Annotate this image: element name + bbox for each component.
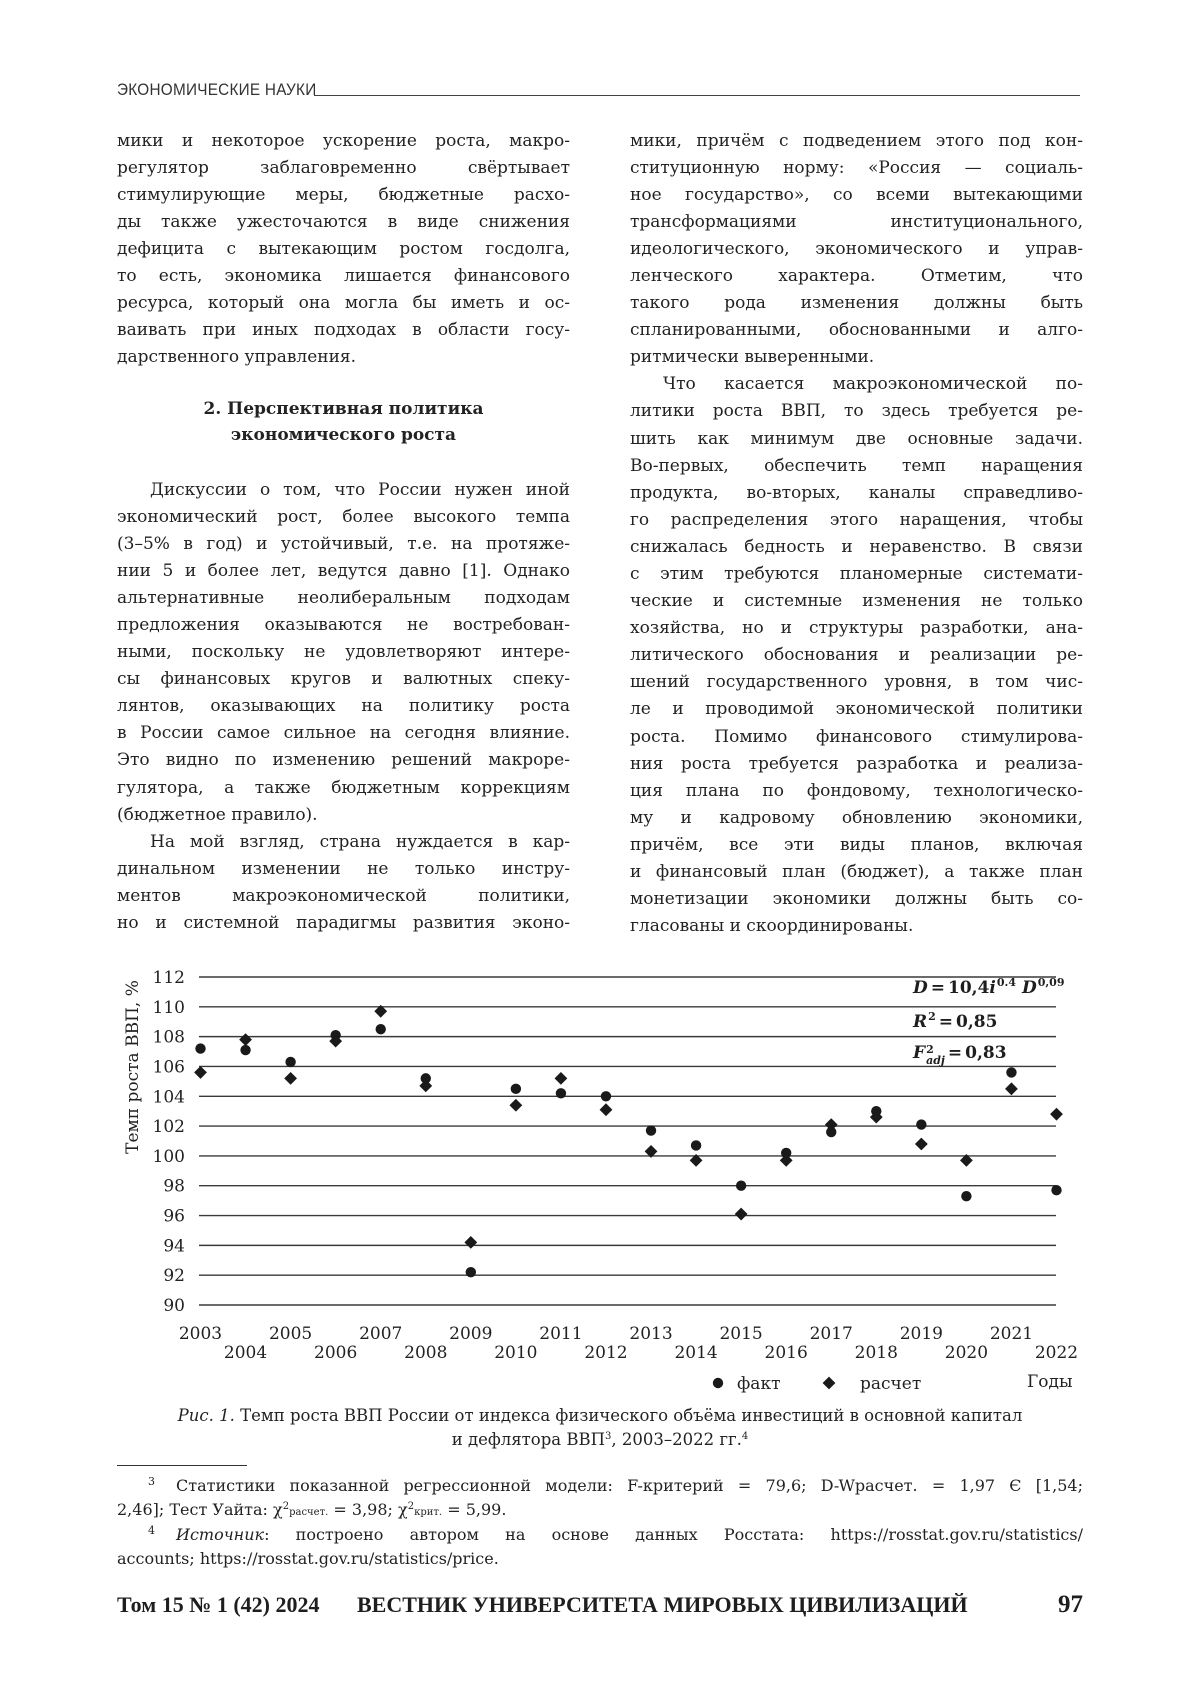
f-symbol: F [913,1043,926,1063]
heading-line: 2. Перспективная политика [203,399,484,419]
x-tick-label: 2007 [359,1324,403,1344]
point-calculated [284,1072,297,1085]
text-line: сы финансовых кругов и валютных спеку- [117,669,570,690]
text-line: ваивать при иных подходах в области госу- [117,320,570,341]
text-line: в России самое сильное на сегодня влияние. [117,723,570,744]
caption-line-2 [117,1428,1083,1452]
footnote-4-line-1: 4 Источник: построено автором на основе данных Росстата: https://rosstat.gov.ru/statistics/ [148,1523,1083,1544]
point-calculated [735,1208,748,1221]
chi-crit-value: = 5,99. [442,1500,507,1520]
text-line: нии 5 и более лет, ведутся давно [1]. Однако [117,560,570,581]
equation-exponent-d: 0,09 [1037,976,1065,989]
point-calculated [600,1103,613,1116]
text-line: хозяйства, но и структуры разработки, ана- [630,618,1083,639]
x-axis-title: Годы [1027,1372,1073,1392]
chi-calc-value: = 3,98; [328,1500,398,1520]
text-line: снижалась бедность и неравенство. В связи [630,536,1083,557]
text-line: роста. Помимо финансового стимулирова- [630,726,1083,747]
text-line: ритмически выверенными. [630,347,875,368]
equation-exponent-i: 0.4 [996,976,1017,989]
f-subscript: adj [926,1054,945,1067]
y-tick-label: 90 [163,1296,185,1316]
footer-issue: Том 15 № 1 (42) 2024 [117,1592,320,1617]
caption-period: , 2003–2022 гг. [611,1430,742,1449]
text-line: На мой взгляд, страна нуждается в кар- [150,831,570,852]
footnote-4-line-2: accounts; https://rosstat.gov.ru/statistics/price. [117,1548,499,1568]
footnote-3-text-2: 2,46]; Тест Уайта: [117,1500,274,1520]
regression-equation [913,976,1064,1002]
x-tick-label: 2013 [629,1324,673,1344]
point-fact [240,1045,250,1055]
text-line: ция плана по фондовому, технологическо- [630,780,1083,801]
caption-text: Темп роста ВВП России от индекса физического объёма инвестиций в основной капитал [234,1406,1023,1425]
page-number: 97 [1058,1591,1083,1618]
y-tick-label: 108 [152,1027,185,1048]
y-tick-label: 104 [152,1087,185,1108]
footnote-3-line-2 [117,1498,1083,1522]
text-line: ленческого характера. Отметим, что [630,265,1083,286]
text-line: ное государство», со всеми вытекающими [630,184,1083,205]
gdp-growth-scatter-chart [0,960,1200,1400]
text-line: лянтов, оказывающих на политику роста [117,696,570,717]
text-line: динальном изменении не только инстру- [117,858,570,879]
y-tick-label: 112 [152,968,185,988]
x-tick-label: 2005 [268,1324,313,1344]
x-tick-label: 2017 [809,1324,853,1344]
text-line: ния роста требуется разработка и реализа- [630,753,1083,774]
text-line: дарственного управления. [117,347,357,368]
x-tick-label: 2014 [674,1343,718,1363]
point-fact [961,1191,971,1201]
y-tick-label: 110 [152,997,185,1018]
legend-circle-icon [713,1378,723,1388]
text-line: (бюджетное правило). [117,804,318,825]
footnote-4-text: : построено автором на основе данных Росстата: https://rosstat.gov.ru/statistics/ [264,1524,1083,1544]
footer-journal-title: ВЕСТНИК УНИВЕРСИТЕТА МИРОВЫХ ЦИВИЛИЗАЦИЙ [357,1592,968,1617]
y-tick-label: 96 [163,1206,185,1227]
y-axis-title: Темп роста ВВП, % [123,980,143,1154]
y-tick-label: 98 [163,1176,185,1197]
chi-exponent-2: 2 [407,1501,415,1513]
point-calculated [1050,1108,1063,1121]
point-fact [916,1119,926,1129]
point-calculated [419,1079,432,1092]
text-line: Что касается макроэкономической по- [663,374,1083,395]
x-tick-label: 2021 [989,1324,1034,1344]
text-line: ституционную норму: «Россия — социаль- [630,157,1083,178]
chi-subscript-calc: расчет. [289,1507,329,1519]
footnotes [117,1474,1083,1571]
point-calculated [555,1072,568,1085]
adjusted-f-equals: = [947,1043,963,1063]
r-squared [913,1010,997,1036]
legend-diamond-icon [823,1377,836,1390]
section-heading [117,396,570,448]
text-line: (3–5% в год) и устойчивый, т.е. на протяже- [117,533,570,554]
right-column-paragraph-1 [630,128,1083,372]
x-tick-label: 2015 [719,1324,763,1344]
left-column-lower [117,477,570,938]
r-squared-exponent: 2 [928,1010,936,1023]
text-line: стимулирующие меры, бюджетные расхо- [117,184,570,205]
text-line: мики, причём с подведением этого под кон- [630,130,1083,151]
point-fact [691,1140,701,1150]
point-fact [511,1084,521,1094]
x-tick-label: 2004 [223,1343,268,1363]
text-line: му и кадровому обновлению экономики, [630,807,1083,828]
x-tick-label: 2009 [449,1324,493,1344]
f-indices [926,1044,945,1066]
x-tick-label: 2020 [944,1343,989,1363]
adjusted-f [913,1041,1007,1066]
right-column-paragraph-2 [630,371,1083,940]
x-tick-label: 2011 [539,1324,583,1344]
text-line: и финансовый план (бюджет), а также план [630,862,1083,883]
text-line: Дискуссии о том, что России нужен иной [150,479,570,500]
point-calculated [825,1118,838,1131]
chi-exponent: 2 [282,1501,290,1513]
r-symbol: R [913,1012,928,1032]
text-line: ментов макроэкономической политики, [117,885,570,906]
chi-subscript-crit: крит. [414,1507,443,1519]
y-tick-label: 106 [152,1057,185,1078]
text-line: литического обоснования и реализации ре- [630,645,1083,666]
equation-var-i: i [989,978,996,998]
point-calculated [464,1236,477,1249]
y-axis-ticks [153,968,185,1316]
left-column-paragraph-3 [117,829,570,937]
text-line: гласованы и скоординированы. [630,916,914,937]
text-line: Во-первых, обеспечить темп наращения [630,455,1083,476]
f-superscript: 2 [926,1043,934,1056]
text-line: литики роста ВВП, то здесь требуется ре- [630,401,1083,422]
chi-symbol-2: χ [398,1500,408,1520]
text-line: спланированными, обоснованными и алго- [630,320,1083,341]
point-fact [1051,1185,1061,1195]
right-column [630,128,1083,941]
point-calculated [1005,1082,1018,1095]
text-line: продукта, во-вторых, каналы справедливо- [630,482,1083,503]
x-tick-label: 2022 [1034,1343,1079,1363]
y-tick-label: 102 [152,1117,185,1138]
text-line: с этим требуются планомерные системати- [630,564,1083,584]
point-fact [466,1267,476,1277]
caption-label: Рис. 1. [177,1406,235,1425]
legend-label-calculated: расчет [860,1374,922,1394]
text-line: причём, все эти виды планов, включая [630,834,1083,855]
x-tick-label: 2008 [404,1343,448,1363]
legend-label-fact: факт [737,1374,781,1394]
x-tick-label: 2016 [764,1343,808,1363]
footnote-ref-4: 4 [741,1431,749,1442]
equation-coefficient: 10,4 [948,978,990,998]
x-tick-label: 2003 [178,1324,223,1344]
footnote-3-line-1: 3 Статистики показанной регрессионной модели: F-критерий = 79,6; D-Wрасчет. = 1,97 Є [1,54; [148,1475,1083,1495]
text-line: монетизации экономики должны быть со- [630,889,1083,910]
chi-symbol: χ [273,1500,283,1520]
caption-line-1 [117,1404,1083,1428]
source-label: Источник [176,1524,265,1544]
text-line: альтернативные неолиберальным подходам [117,587,570,608]
point-fact [376,1024,386,1034]
equation-equals: = [930,978,945,998]
text-line: трансформациями институционального, [630,211,1083,232]
text-line: ными, поскольку не удовлетворяют интере- [117,642,570,663]
text-line: но и системной парадигмы развития эконо- [117,913,570,933]
caption-text-2: и дефлятора ВВП [451,1430,606,1449]
text-line: шений государственного уровня, в том чис- [630,672,1083,693]
text-line: такого рода изменения должны быть [630,293,1083,314]
text-line: ды также ужесточаются в виде снижения [117,211,570,232]
legend [713,1372,1073,1394]
point-fact [556,1088,566,1098]
running-head-section: ЭКОНОМИЧЕСКИЕ НАУКИ [117,80,317,99]
text-line: экономический рост, более высокого темпа [117,506,570,527]
point-calculated [509,1099,522,1112]
point-fact [1006,1067,1016,1077]
r-squared-equals: = [938,1012,954,1032]
text-line: ресурса, который она могла бы иметь и ос- [117,293,570,314]
point-calculated [915,1138,928,1151]
y-tick-label: 92 [163,1266,185,1287]
y-tick-label: 100 [152,1146,185,1167]
point-calculated [239,1033,252,1046]
footnote-3-text: Статистики показанной регрессионной модели: F-критерий = 79,6; D-Wрасчет. = 1,97 Є [1,54; [176,1476,1083,1495]
footnote-ref-3: 3 [605,1431,612,1442]
text-line: гулятора, а также бюджетным коррекциям [117,777,570,798]
footnote-separator [117,1465,247,1466]
x-tick-label: 2019 [899,1324,943,1344]
text-line: шить как минимум две основные задачи. [630,428,1083,449]
text-line: то есть, экономика лишается финансового [117,265,570,286]
text-line: ле и проводимой экономической политики [630,699,1083,720]
text-line: идеологического, экономического и управ- [630,238,1083,259]
equation-var-d: D [1021,978,1037,998]
y-tick-label: 94 [163,1236,185,1257]
point-fact [285,1057,295,1067]
point-fact [601,1091,611,1101]
x-axis-ticks [179,1324,1078,1363]
x-tick-label: 2012 [584,1343,628,1363]
left-column-paragraph-1 [117,128,570,372]
left-column-paragraph-2 [117,477,570,829]
text-line: Это видно по изменению решений макроре- [117,750,570,771]
point-fact [736,1181,746,1191]
x-tick-label: 2018 [854,1343,898,1363]
x-tick-label: 2010 [494,1343,538,1363]
text-line: мики и некоторое ускорение роста, макро- [117,130,570,151]
adjusted-f-value: 0,83 [965,1043,1007,1063]
text-line: регулятор заблаговременно свёртывает [117,157,570,178]
running-head-rule [314,95,1080,96]
text-line: дефицита с вытекающим ростом госдолга, [117,238,570,259]
text-line: ческие и системные изменения не только [630,591,1083,612]
heading-line: экономического роста [230,425,457,445]
text-line: го распределения этого наращения, чтобы [630,509,1083,530]
r-squared-value: 0,85 [956,1012,998,1032]
point-fact [646,1125,656,1135]
point-fact [195,1043,205,1053]
x-tick-label: 2006 [314,1343,358,1363]
text-line: предложения оказываются не востребован- [117,614,570,635]
figure-caption [117,1404,1083,1452]
equation-lhs: D [913,978,928,998]
point-calculated [194,1066,207,1079]
